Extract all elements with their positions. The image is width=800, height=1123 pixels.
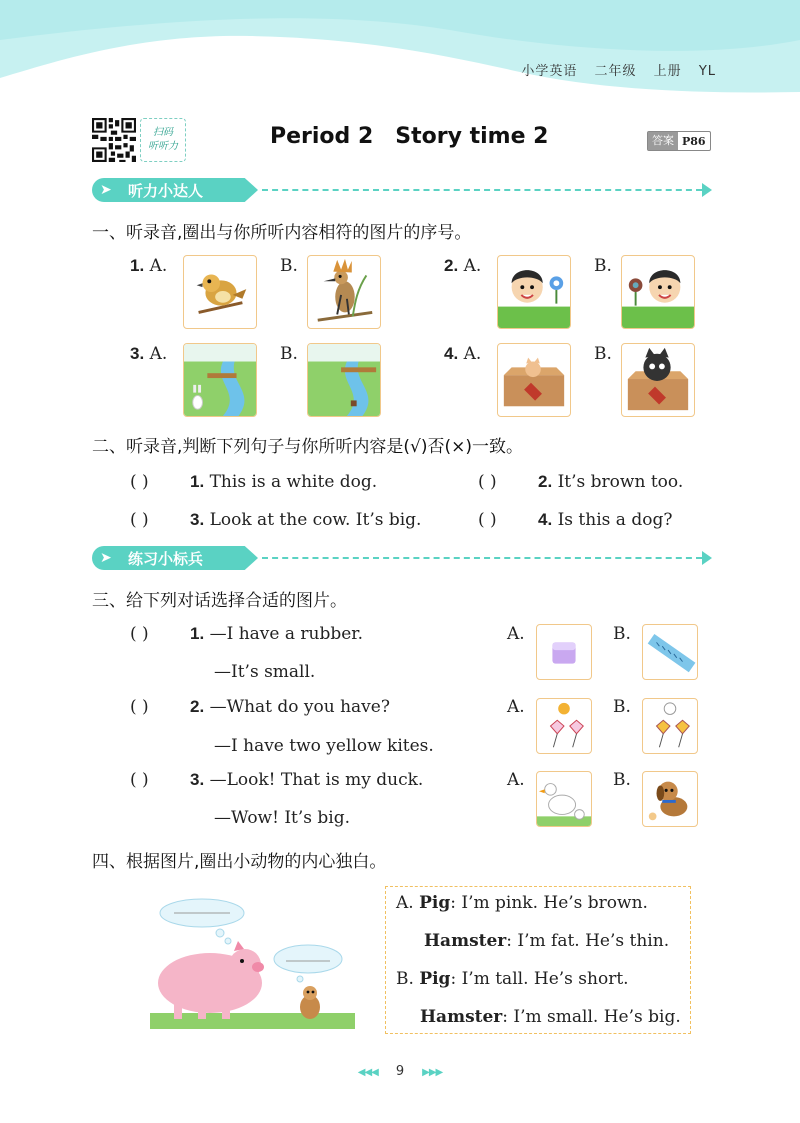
picture-white-duck[interactable] bbox=[536, 771, 592, 827]
q2-item-4: ( ) 4. Is this a dog? bbox=[478, 510, 673, 530]
q3-item-2: ( ) 2. —What do you have? bbox=[130, 697, 390, 717]
q1-item-3: 3. A. bbox=[130, 344, 168, 364]
picture-river-with-rabbit[interactable] bbox=[183, 343, 257, 417]
q3-item-2-b-label: B. bbox=[613, 697, 631, 717]
q1-item-2: 2. A. bbox=[444, 256, 482, 276]
subject-label: 小学英语 bbox=[521, 64, 578, 79]
q1-item-4-b-label: B. bbox=[594, 344, 612, 364]
option-b-line-1[interactable]: B. Pig: I’m tall. He’s short. bbox=[396, 969, 629, 989]
q2-item-1: ( ) 1. This is a white dog. bbox=[130, 472, 378, 492]
q1-item-2-b-label: B. bbox=[594, 256, 612, 276]
picture-two-kites-cloud[interactable] bbox=[642, 698, 698, 754]
q3-item-1-reply: —It’s small. bbox=[214, 662, 316, 682]
volume-label: 上册 bbox=[653, 64, 682, 79]
header-wave bbox=[0, 0, 800, 110]
q3-item-1: ( ) 1. —I have a rubber. bbox=[130, 624, 363, 644]
q1-item-1-b-label: B. bbox=[280, 256, 298, 276]
option-a-line-2[interactable]: Hamster: I’m fat. He’s thin. bbox=[424, 931, 670, 951]
picture-hoopoe-bird[interactable] bbox=[307, 255, 381, 329]
q3-item-2-reply: —I have two yellow kites. bbox=[214, 736, 434, 756]
picture-boy-with-flower-2[interactable] bbox=[621, 255, 695, 329]
q3-item-1-b-label: B. bbox=[613, 624, 631, 644]
question-1-heading: 一、听录音,圈出与你所听内容相符的图片的序号。 bbox=[92, 223, 472, 243]
picture-two-kites-sun[interactable] bbox=[536, 698, 592, 754]
q1-item-4: 4. A. bbox=[444, 344, 482, 364]
q1-item-3-b-label: B. bbox=[280, 344, 298, 364]
question-2-heading: 二、听录音,判断下列句子与你所听内容是(√)否(×)一致。 bbox=[92, 437, 524, 457]
edition-label: YL bbox=[698, 64, 716, 79]
answer-reference[interactable]: 答案 P86 bbox=[647, 131, 711, 151]
picture-pig-and-hamster[interactable] bbox=[150, 895, 355, 1035]
option-a-line-1[interactable]: A. Pig: I’m pink. He’s brown. bbox=[396, 893, 648, 913]
picture-black-cat-in-box[interactable] bbox=[621, 343, 695, 417]
section-banner-practice: ➤ 练习小标兵 bbox=[92, 546, 716, 570]
q3-item-1-a-label: A. bbox=[507, 624, 525, 644]
q2-item-3: ( ) 3. Look at the cow. It’s big. bbox=[130, 510, 422, 530]
page-title: Period 2 Story time 2 bbox=[270, 124, 549, 149]
picture-rubber[interactable] bbox=[536, 624, 592, 680]
picture-small-cat-in-box[interactable] bbox=[497, 343, 571, 417]
picture-ruler[interactable] bbox=[642, 624, 698, 680]
section-banner-listening: ➤ 听力小达人 bbox=[92, 178, 716, 202]
picture-small-bird[interactable] bbox=[183, 255, 257, 329]
question-4-heading: 四、根据图片,圈出小动物的内心独白。 bbox=[92, 852, 387, 872]
question-3-heading: 三、给下列对话选择合适的图片。 bbox=[92, 591, 347, 611]
header-meta bbox=[509, 60, 716, 79]
option-b-line-2[interactable]: Hamster: I’m small. He’s big. bbox=[420, 1007, 681, 1027]
play-arrow-icon: ➤ bbox=[100, 550, 112, 566]
grade-label: 二年级 bbox=[594, 64, 637, 79]
q3-item-3-reply: —Wow! It’s big. bbox=[214, 808, 351, 828]
qr-code-icon[interactable] bbox=[92, 118, 136, 162]
qr-label: 扫码 听听力 bbox=[140, 118, 186, 162]
picture-river-with-bridge[interactable] bbox=[307, 343, 381, 417]
q3-item-3-b-label: B. bbox=[613, 770, 631, 790]
next-arrows-icon: ▶▶▶ bbox=[422, 1067, 443, 1078]
q2-item-2: ( ) 2. It’s brown too. bbox=[478, 472, 684, 492]
prev-arrows-icon: ◀◀◀ bbox=[357, 1067, 378, 1078]
picture-brown-dog[interactable] bbox=[642, 771, 698, 827]
q3-item-3: ( ) 3. —Look! That is my duck. bbox=[130, 770, 424, 790]
page-number: ◀◀◀ 9 ▶▶▶ bbox=[357, 1064, 443, 1079]
q3-item-2-a-label: A. bbox=[507, 697, 525, 717]
picture-boy-with-flower[interactable] bbox=[497, 255, 571, 329]
play-arrow-icon: ➤ bbox=[100, 182, 112, 198]
q3-item-3-a-label: A. bbox=[507, 770, 525, 790]
q1-item-1: 1. A. bbox=[130, 256, 168, 276]
